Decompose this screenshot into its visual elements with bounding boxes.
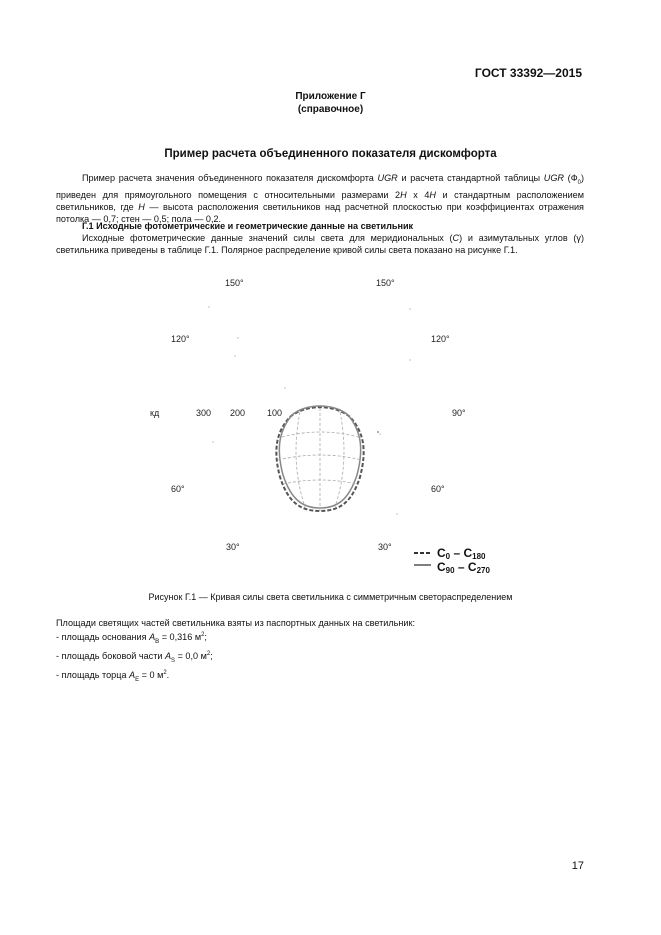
areas-intro: Площади светящих частей светильника взяты из паспортных данных на светильник: (56, 618, 416, 628)
angle-label-90: 90° (452, 408, 466, 418)
area-end: - площадь торца $A_E = 0$ $м^2$. (56, 669, 170, 683)
polar-diagram (150, 262, 520, 577)
page-number: 17 (571, 860, 584, 872)
area-side: - площадь боковой части $A_S = 0,0$ $м^2$; (56, 650, 213, 664)
angle-label-120-right: 120° (431, 334, 450, 344)
area-base: - площадь основания $A_B = 0,316$ $м^2$; (56, 632, 207, 645)
appendix-title: Приложение Г (295, 91, 366, 102)
angle-label-150-left: 150° (225, 278, 244, 288)
figure-caption: Рисунок Г.1 — Кривая силы света светильника с симметричным светораспределением (148, 592, 513, 602)
unit-label: кд (150, 408, 160, 418)
radial-tick-100: 100 (267, 408, 283, 418)
angle-label-60-left: 60° (171, 484, 185, 494)
radial-tick-300: 300 (196, 408, 212, 418)
legend (414, 546, 490, 575)
angle-label-30-left: 30° (226, 542, 240, 552)
legend-label-c0: C0 – C180 (437, 546, 486, 561)
angle-label-150-right: 150° (376, 278, 395, 288)
legend-label-c90: C90 – C270 (437, 560, 490, 575)
page-title: Пример расчета объединенного показателя дискомфорта (164, 148, 497, 160)
standard-number: ГОСТ 33392—2015 (474, 66, 582, 80)
appendix-subtitle: (справочное) (297, 104, 364, 115)
angle-label-60-right: 60° (431, 484, 445, 494)
angle-label-120-left: 120° (171, 334, 190, 344)
radial-tick-200: 200 (230, 408, 246, 418)
intro-paragraph: Пример расчета значения объединенного показателя дискомфорта UGR и расчета стандартной таблицы UGR $(Ф_0)$ приведен для прямоугольного помещения с относительными размерами 2H x 4H и стандартным расположением светильников, где H — высота расположения светильников над расчетной плоскостью при коэффициентах отражения потолка — 0,7; стен — 0,5; пола — 0,2. (56, 173, 584, 224)
polar-grid (278, 408, 362, 511)
section-paragraph: Исходные фотометрические данные значений силы света для меридиональных (C) и азимутальных углов (γ) светильника приведены в таблице Г.1. Полярное распределение кривой силы света показано на рисунке Г.1. (56, 233, 585, 255)
areas-block (56, 617, 415, 686)
section-heading: Г.1 Исходные фотометрические и геометрические данные на светильник (82, 221, 414, 231)
angle-label-30-right: 30° (378, 542, 392, 552)
